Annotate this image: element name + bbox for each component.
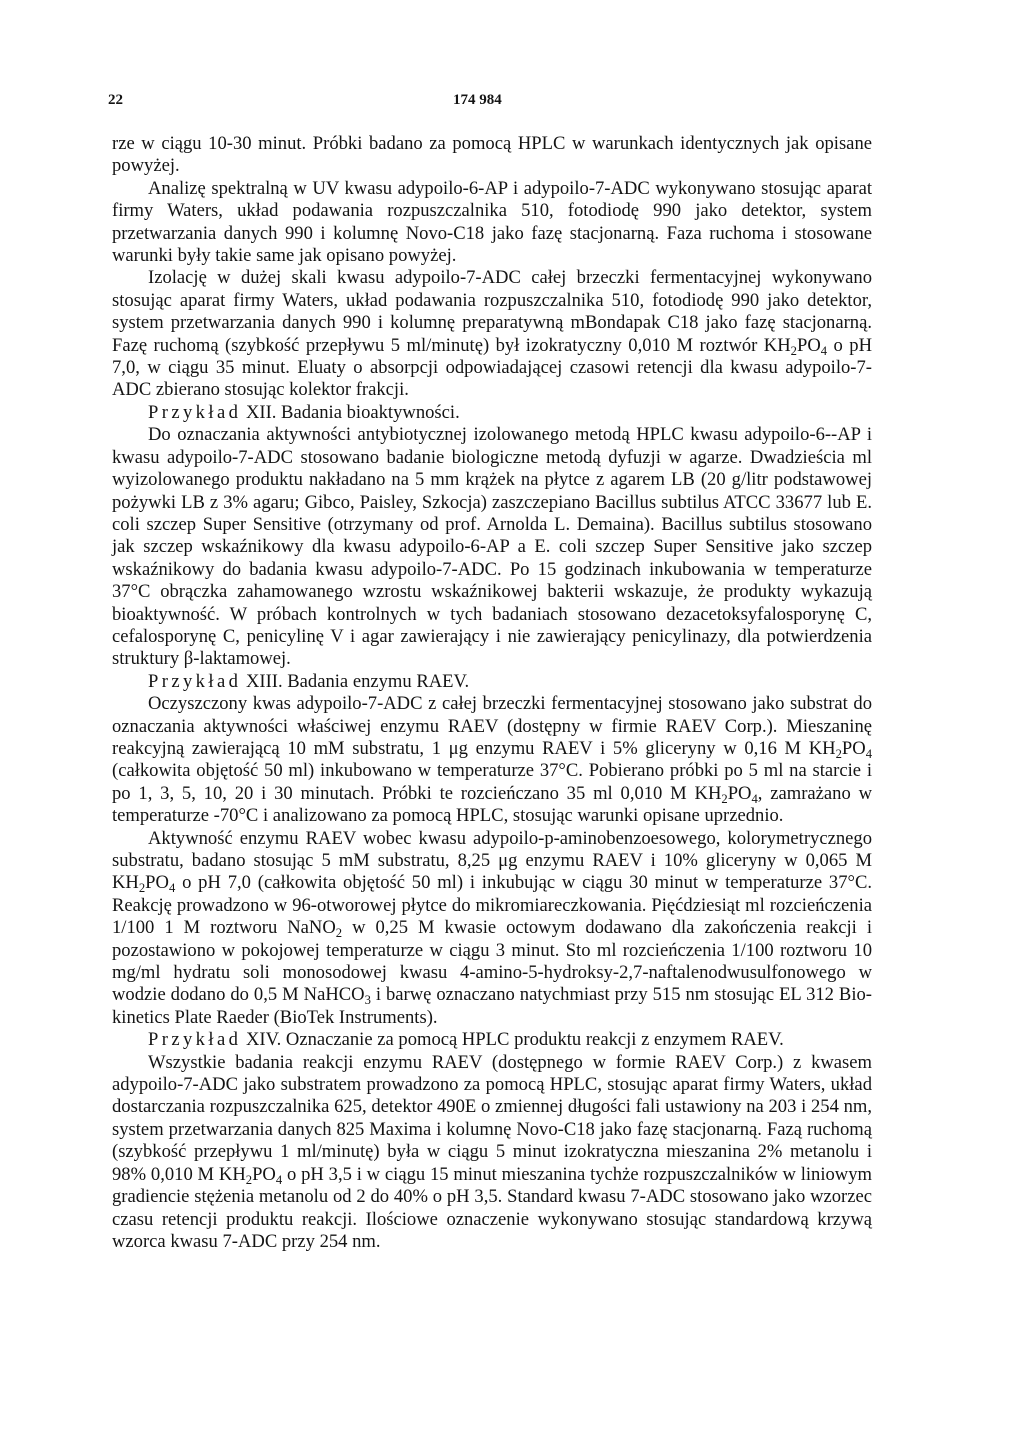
example-label: Przykład bbox=[148, 670, 242, 692]
example-label: Przykład bbox=[148, 1029, 242, 1051]
example-12-heading: Przykład XII. Badania bioaktywności. bbox=[148, 401, 460, 423]
body-text bbox=[112, 133, 872, 1253]
paragraph-uv-analysis: Analizę spektralną w UV kwasu adypoilo-6-AP i adypoilo-7-ADC wykonywano stosując aparat firmy Waters, układ podawania rozpuszczalnika 510, fotodiodę 990 jako detektor, system przetwarzania danych 990 i kolumnę Novo-C18 jako fazę stacjonarną. Faza ruchoma i stosowane warunki były takie same jak opisano powyżej. bbox=[112, 177, 872, 267]
example-14-heading: Przykład XIV. Oznaczanie za pomocą HPLC produktu reakcji z enzymem RAEV. bbox=[148, 1029, 784, 1051]
page-number: 22 bbox=[108, 92, 123, 108]
paragraph-raev-enzyme: Oczyszczony kwas adypoilo-7-ADC z całej brzeczki fermentacyjnej stosowano jako substrat do oznaczania aktywności właściwej enzymu RAEV (dostępny w firmie RAEV Corp.). Mieszaninę reakcyjną zawierającą 10 mM substratu, 1 μg enzymu RAEV i 5% gliceryny w 0,16 M $KH_2PO_4$ (całkowita objętość 50 ml) inkubowano w temperaturze 37°C. Pobierano próbki po 5 ml na starcie i po 1, 3, 5, 10, 20 i 30 minutach. Próbki te rozcieńczano 35 ml 0,010 M $KH_2PO_4$, zamrażano w temperaturze -70°C i analizowano za pomocą HPLC, stosując warunki opisane uprzednio. bbox=[112, 693, 872, 827]
paragraph-continuation: rze w ciągu 10-30 minut. Próbki badano za pomocą HPLC w warunkach identycznych jak opisane powyżej. bbox=[112, 133, 872, 177]
paragraph-colorimetric-assay: Aktywność enzymu RAEV wobec kwasu adypoilo-p-aminobenzoesowego, kolorymetrycznego substratu, badano stosując 5 mM substratu, 8,25 μg enzymu RAEV i 10% gliceryny w 0,065 M $KH_2PO_4$ o pH 7,0 (całkowita objętość 50 ml) i inkubując w ciągu 30 minut w temperaturze 37°C. Reakcję prowadzono w 96-otworowej płytce do mikromiareczkowania. Pięćdziesiąt ml rozcieńczenia 1/100 1 M roztworu NaNO$_2$ w 0,25 M kwasie octowym dodawano dla zakończenia reakcji i pozostawiono w pokojowej temperaturze w ciągu 3 minut. Sto ml rozcieńczenia 1/100 roztworu 10 mg/ml hydratu soli monosodowej kwasu 4-amino-5-hydroksy-2,7-naftalenodwusulfonowego w wodzie dodano do 0,5 M NaHCO$_3$ i barwę oznaczano natychmiast przy 515 nm stosując EL 312 Bio-kinetics Plate Raeder (BioTek Instruments). bbox=[112, 827, 872, 1028]
example-label: Przykład bbox=[148, 401, 242, 423]
paragraph-hplc-determination: Wszystkie badania reakcji enzymu RAEV (dostępnego w formie RAEV Corp.) z kwasem adypoilo-7-ADC jako substratem prowadzono za pomocą HPLC, stosując aparat firmy Waters, układ dostarczania rozpuszczalnika 625, detektor 490E o zmiennej długości fali ustawiony na 203 i 254 nm, system przetwarzania danych 825 Maxima i kolumnę Novo-C18 jako fazę stacjonarną. Fazą ruchomą (szybkość przepływu 1 ml/minutę) była w ciągu 5 minut izokratyczna mieszanina 2% metanolu i 98% 0,010 M $KH_2PO_4$ o pH 3,5 i w ciągu 15 minut mieszanina tychże rozpuszczalników w liniowym gradiencie stężenia metanolu od 2 do 40% o pH 3,5. Standard kwasu 7-ADC stosowano jako wzorzec czasu retencji produktu reakcji. Ilościowe oznaczenie wykonywano stosując standardową krzywą wzorca kwasu 7-ADC przy 254 nm. bbox=[112, 1051, 872, 1252]
paragraph-bioactivity: Do oznaczania aktywności antybiotycznej izolowanego metodą HPLC kwasu adypoilo-6--AP i kwasu adypoilo-7-ADC stosowano badanie biologiczne metodą dyfuzji w agarze. Dwadzieścia ml wyizolowanego produktu nakładano na 5 mm krążek na płytce z agarem LB (20 g/litr podstawowej pożywki LB z 3% agaru; Gibco, Paisley, Szkocja) zaszczepiano Bacillus subtilus ATCC 33677 lub E. coli szczep Super Sensitive (otrzymany od prof. Arnolda L. Demaina). Bacillus subtilus stosowano jak szczep wskaźnikowy dla kwasu adypoilo-6-AP a E. coli szczep Super Sensitive jako szczep wskaźnikowy do badania kwasu adypoilo-7-ADC. Po 15 godzinach inkubowania w temperaturze 37°C obrączka zahamowanego wzrostu wskaźnikowej bakterii wskazuje, że produkty wykazują bioaktywność. W próbach kontrolnych w tych badaniach stosowano dezacetoksyfalosporynę C, cefalosporynę C, penicylinę V i agar zawierający i nie zawierający penicylinazy, dla potwierdzenia struktury β-laktamowej. bbox=[112, 424, 872, 670]
paragraph-isolation: Izolację w dużej skali kwasu adypoilo-7-ADC całej brzeczki fermentacyjnej wykonywano stosując aparat firmy Waters, układ podawania rozpuszczalnika 510, fotodiodę 990 jako detektor, system przetwarzania danych 990 i kolumnę preparatywną mBondapak C18 jako fazę stacjonarną. Fazę ruchomą (szybkość przepływu 5 ml/minutę) był izokratyczny 0,010 M roztwór $KH_2PO_4$ o pH 7,0, w ciągu 35 minut. Eluaty o absorpcji odpowiadającej czasowi retencji dla kwasu adypoilo-7-ADC zbierano stosując kolektor frakcji. bbox=[112, 267, 872, 401]
patent-number: 174 984 bbox=[453, 92, 502, 108]
example-13-heading: Przykład XIII. Badania enzymu RAEV. bbox=[148, 670, 470, 692]
page-header bbox=[108, 92, 868, 114]
